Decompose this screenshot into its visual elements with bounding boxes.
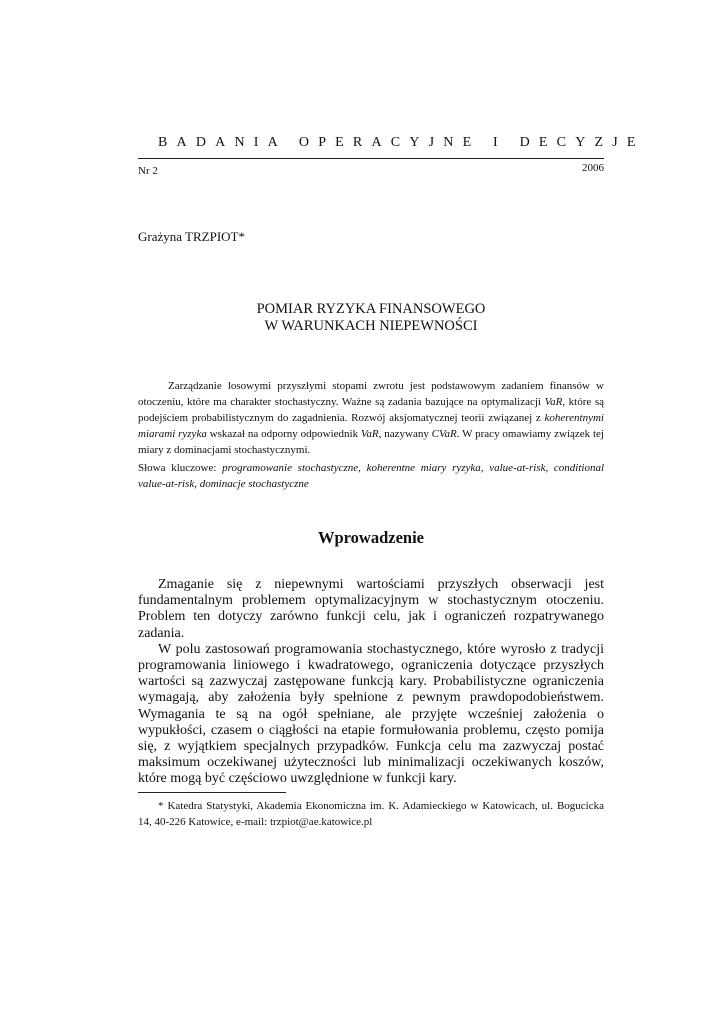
issue-number: Nr 2 xyxy=(138,165,158,177)
author-name: Grażyna TRZPIOT* xyxy=(138,229,245,244)
paper-title xyxy=(138,301,604,335)
abstract-text-5: . W pracy omawiamy związek tej miary z dominacjami stochastycznymi. xyxy=(138,428,604,456)
abstract-cvar: CVaR xyxy=(431,428,457,440)
keywords xyxy=(138,460,604,492)
abstract-var-2: VaR xyxy=(360,428,379,440)
journal-title: BADANIA OPERACYJNE I DECYZJE xyxy=(158,135,645,150)
section-heading: Wprowadzenie xyxy=(317,528,425,547)
title-line-1: POMIAR RYZYKA FINANSOWEGO xyxy=(256,301,486,317)
body-paragraph-1: Zmaganie się z niepewnymi wartościami przyszłych obserwacji jest fundamentalnym problemem optymalizacyjnym w stochastycznym otoczeniu. Problem ten dotyczy zarówno funkcji celu, jak i ograniczeń rozpatrywanego zadania. xyxy=(138,577,604,641)
title-line-2: W WARUNKACH NIEPEWNOŚCI xyxy=(264,318,478,334)
keywords-label: Słowa kluczowe: xyxy=(138,462,223,474)
footnote: * Katedra Statystyki, Akademia Ekonomiczna im. K. Adamieckiego w Katowicach, ul. Bogucicka 14, 40-226 Katowice, e-mail: trzpiot@ae.katowice.pl xyxy=(138,800,604,828)
abstract-var-1: VaR xyxy=(544,396,563,408)
abstract-text-2: , które są podejściem probabilistycznym do zagadnienia. Rozwój aksjomatycznej teorii związanej z xyxy=(138,396,605,424)
body-text xyxy=(138,577,604,788)
issue-year: 2006 xyxy=(582,162,604,174)
footnote-rule xyxy=(138,792,286,793)
body-paragraph-2: W polu zastosowań programowania stochastycznego, które wyrosło z tradycji programowania liniowego i kwadratowego, ograniczenia dotyczące przyszłych wartości są zazwyczaj zastępowane funkcją kary. Probabilistyczne ograniczenia wymagają, aby założenia były spełnione z pewnym prawdopodobieństwem. Wymagania te są na ogół spełniane, ale przyjęte wcześniej założenia o wypukłości, czasem o ciągłości na etapie formułowania problemu, często pomija się, z wyjątkiem specjalnych przypadków. Funkcja celu ma zazwyczaj postać maksimum oczekiwanej użyteczności lub minimalizacji oczekiwanych koszów, które mogą być częściowo uwzględnione w funkcji kary. xyxy=(138,641,604,787)
abstract-text-3: wskazał na odporny odpowiednik xyxy=(206,428,361,440)
keywords-list: programowanie stochastyczne, koherentne miary ryzyka, value-at-risk, conditional value-at-risk, dominacje stochastyczne xyxy=(138,462,604,490)
abstract xyxy=(138,378,604,458)
header-rule xyxy=(138,158,604,159)
abstract-text-1: Zarządzanie losowymi przyszłymi stopami zwrotu jest podstawowym zadaniem finansów w otoczeniu, które ma charakter stochastyczny. Ważne są zadania bazujące na optymalizacji xyxy=(138,380,604,408)
abstract-coherent: koherentnymi miarami ryzyka xyxy=(138,412,604,440)
abstract-text-4: , nazywany xyxy=(378,428,432,440)
